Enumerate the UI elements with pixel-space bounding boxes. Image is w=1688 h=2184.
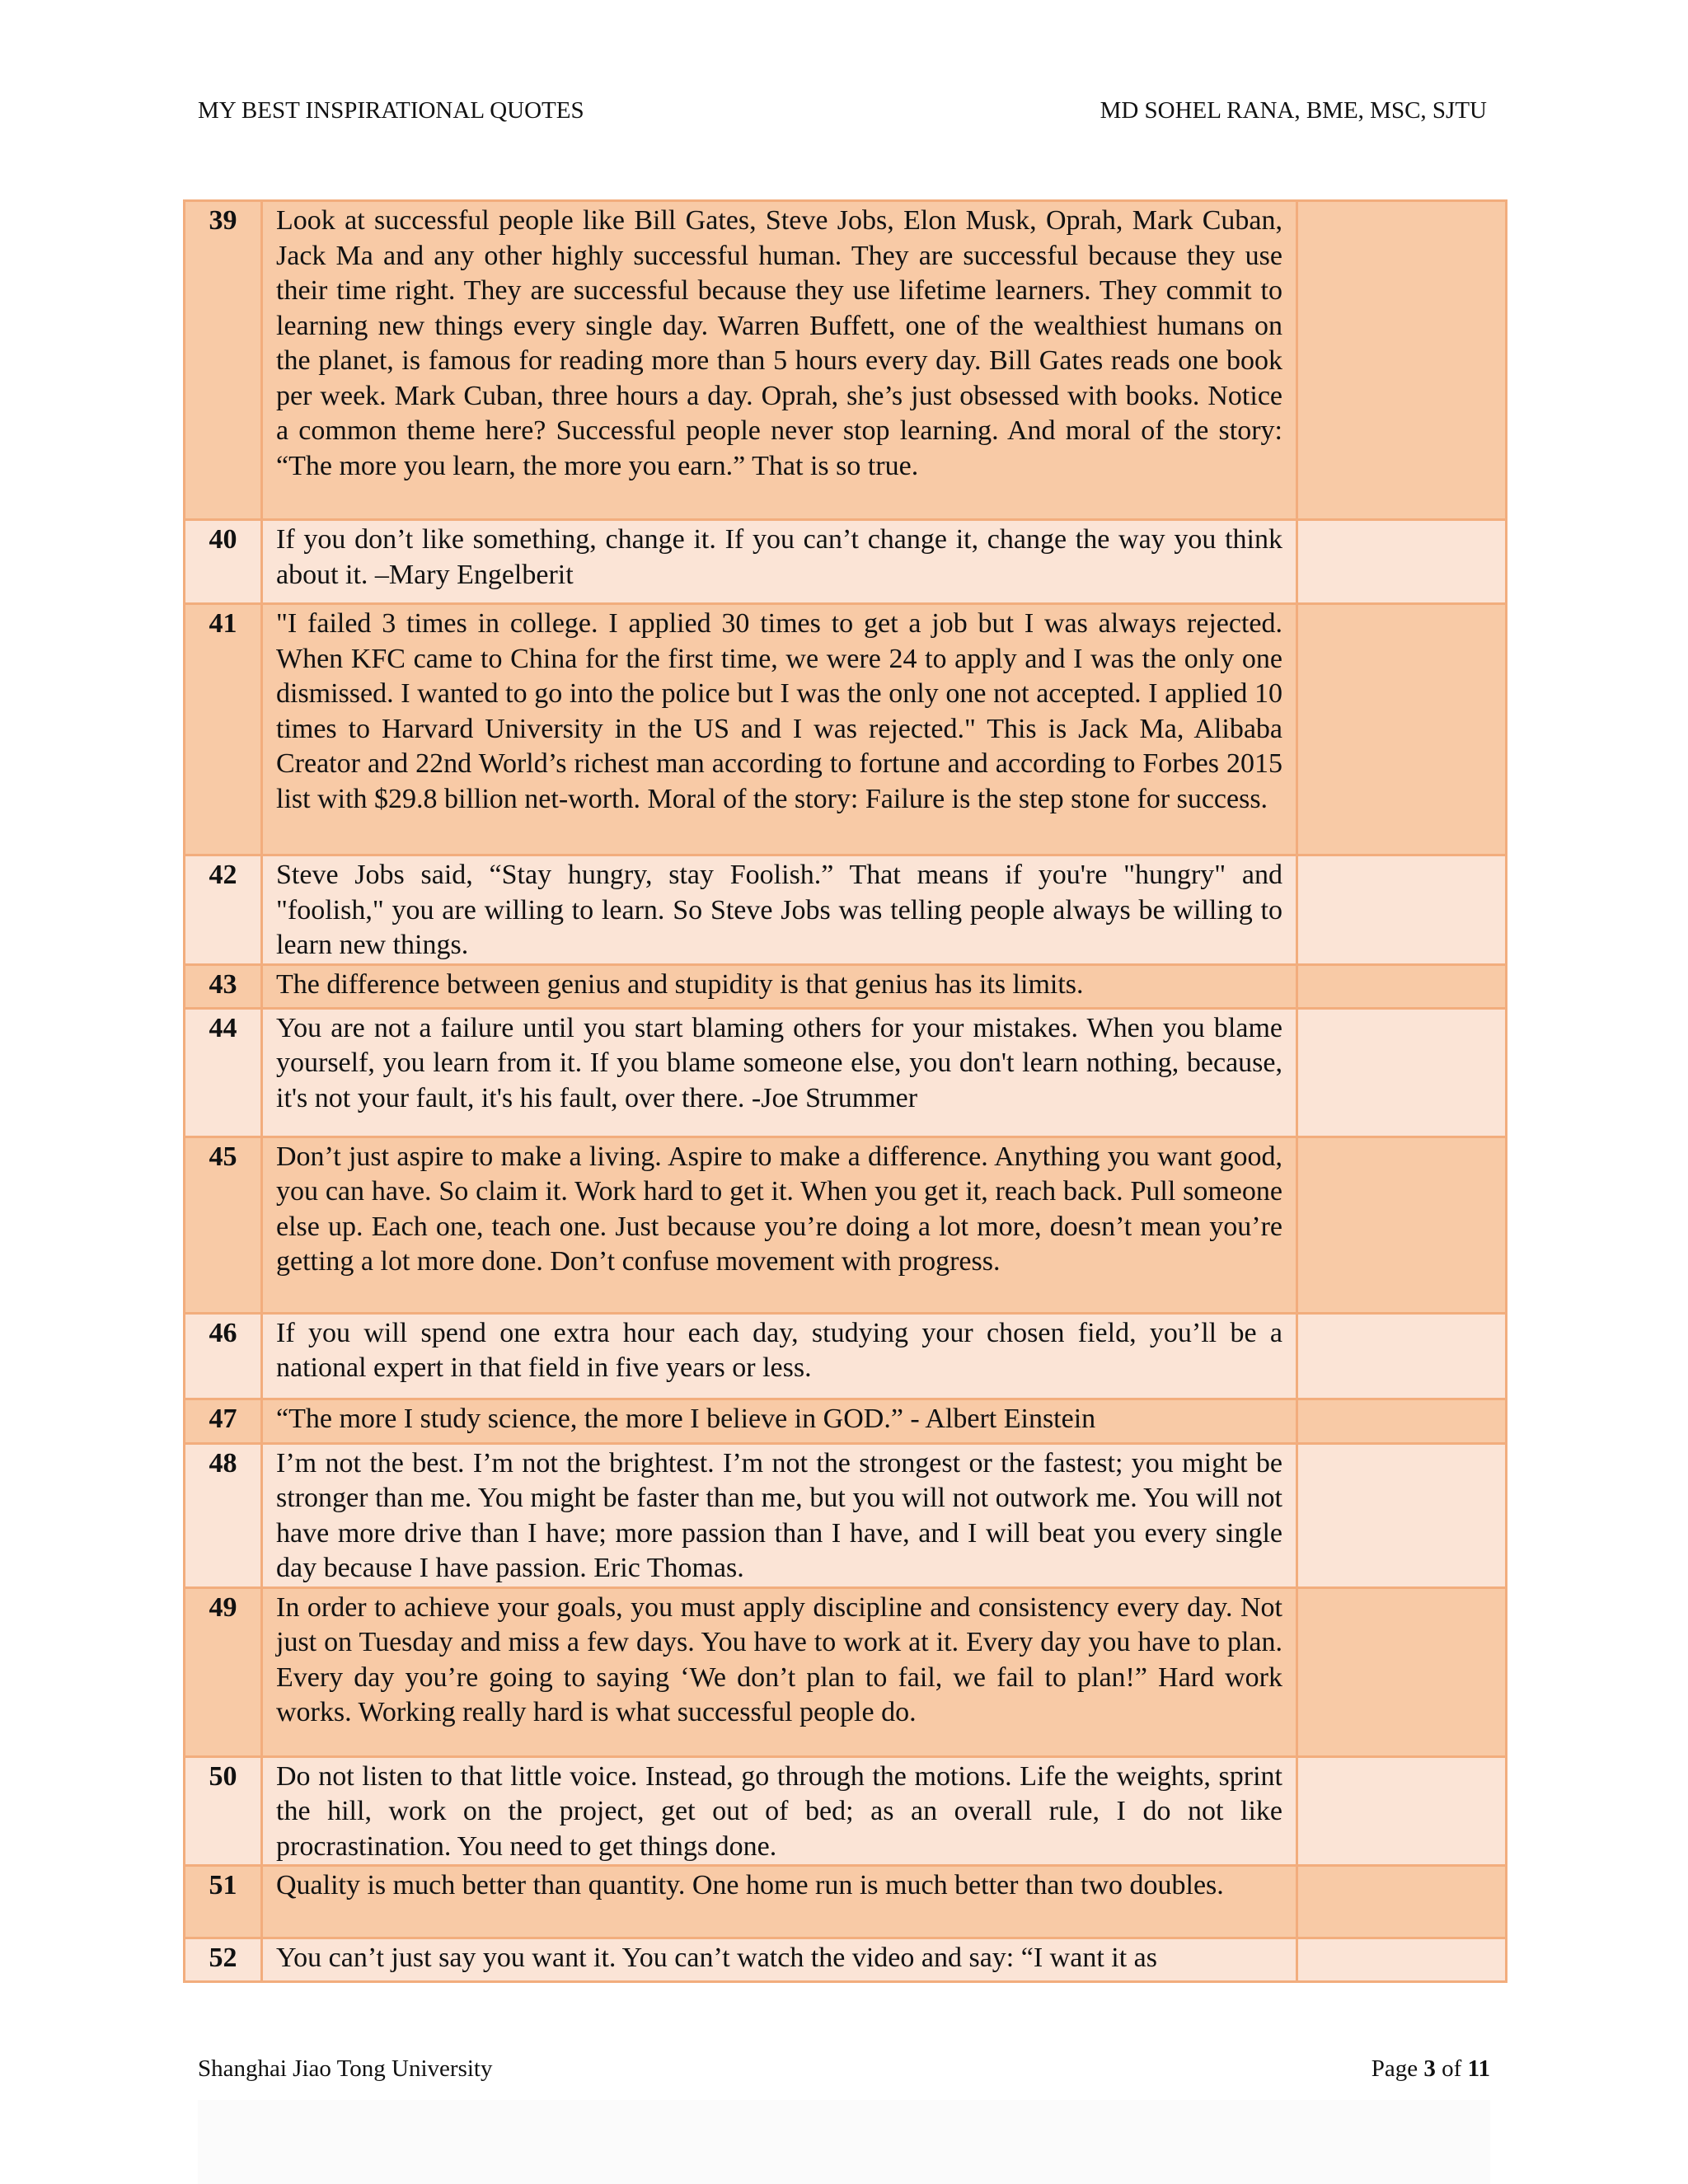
quote-text: If you don’t like something, change it. If you can’t change it, change the way you think about it. –Mary Engelberit: [262, 520, 1297, 604]
quote-number: 41: [185, 604, 262, 855]
quote-text: “The more I study science, the more I believe in GOD.” - Albert Einstein: [262, 1399, 1297, 1443]
quote-text: You are not a failure until you start blaming others for your mistakes. When you blame yourself, you learn from it. If you blame someone else, you don't learn nothing, because, it's not your fault, it's his fault, over there. -Joe Strummer: [262, 1008, 1297, 1137]
header-title: MY BEST INSPIRATIONAL QUOTES: [198, 97, 584, 124]
quote-row: [185, 1313, 1507, 1399]
quote-row: [185, 1756, 1507, 1866]
quote-row: [185, 604, 1507, 855]
header-author: MD SOHEL RANA, BME, MSC, SJTU: [1100, 97, 1487, 124]
quote-text: "I failed 3 times in college. I applied 30 times to get a job but I was always rejected. When KFC came to China for the first time, we were 24 to apply and I was the only one dismissed. I wanted to go into the police but I was the only one not accepted. I applied 10 times to Harvard University in the US and I was rejected." This is Jack Ma, Alibaba Creator and 22nd World’s richest man according to fortune and according to Forbes 2015 list with $29.8 billion net-worth. Moral of the story: Failure is the step stone for success.: [262, 604, 1297, 855]
current-page: 3: [1423, 2055, 1436, 2082]
quote-empty-cell: [1297, 1008, 1507, 1137]
quote-empty-cell: [1297, 855, 1507, 965]
quote-text: Steve Jobs said, “Stay hungry, stay Foolish.” That means if you're "hungry" and "foolish," you are willing to learn. So Steve Jobs was telling people always be willing to learn new things.: [262, 855, 1297, 965]
quote-number: 39: [185, 201, 262, 520]
page-footer: [198, 2055, 1490, 2083]
quote-number: 40: [185, 520, 262, 604]
quote-number: 48: [185, 1443, 262, 1587]
quotes-table: [183, 199, 1507, 1983]
quote-number: 50: [185, 1756, 262, 1866]
quote-row: [185, 855, 1507, 965]
quote-empty-cell: [1297, 201, 1507, 520]
quote-number: 43: [185, 964, 262, 1008]
total-pages: 11: [1467, 2055, 1490, 2082]
quote-number: 52: [185, 1938, 262, 1982]
quote-row: [185, 1938, 1507, 1982]
quote-row: [185, 1008, 1507, 1137]
quote-number: 47: [185, 1399, 262, 1443]
quote-empty-cell: [1297, 1137, 1507, 1313]
quote-text: The difference between genius and stupidity is that genius has its limits.: [262, 964, 1297, 1008]
quote-empty-cell: [1297, 964, 1507, 1008]
quote-empty-cell: [1297, 520, 1507, 604]
quote-row: [185, 1587, 1507, 1756]
quote-row: [185, 964, 1507, 1008]
quote-text: Don’t just aspire to make a living. Aspire to make a difference. Anything you want good, you can have. So claim it. Work hard to get it. When you get it, reach back. Pull someone else up. Each one, teach one. Just because you’re doing a lot more, doesn’t mean you’re getting a lot more done. Don’t confuse movement with progress.: [262, 1137, 1297, 1313]
quote-text: In order to achieve your goals, you must apply discipline and consistency every day. Not just on Tuesday and miss a few days. You have to work at it. Every day you have to plan. Every day you’re going to saying ‘We don’t plan to fail, we fail to plan!” Hard work works. Working really hard is what successful people do.: [262, 1587, 1297, 1756]
quote-empty-cell: [1297, 1938, 1507, 1982]
quote-empty-cell: [1297, 604, 1507, 855]
page-counter: [1372, 2055, 1490, 2083]
quote-row: [185, 520, 1507, 604]
quote-empty-cell: [1297, 1866, 1507, 1938]
quote-number: 45: [185, 1137, 262, 1313]
page-bottom-margin: [198, 2100, 1490, 2184]
quote-row: [185, 1443, 1507, 1587]
page-of: of: [1435, 2055, 1468, 2082]
quote-number: 49: [185, 1587, 262, 1756]
quote-text: Quality is much better than quantity. One home run is much better than two doubles.: [262, 1866, 1297, 1938]
quote-empty-cell: [1297, 1443, 1507, 1587]
quote-text: Look at successful people like Bill Gates, Steve Jobs, Elon Musk, Oprah, Mark Cuban, Jack Ma and any other highly successful human. They are successful because they use their time right. They are successful because they use lifetime learners. They commit to learning new things every single day. Warren Buffett, one of the wealthiest humans on the planet, is famous for reading more than 5 hours every day. Bill Gates reads one book per week. Mark Cuban, three hours a day. Oprah, she’s just obsessed with books. Notice a common theme here? Successful people never stop learning. And moral of the story: “The more you learn, the more you earn.” That is so true.: [262, 201, 1297, 520]
quote-row: [185, 201, 1507, 520]
quote-number: 44: [185, 1008, 262, 1137]
quote-empty-cell: [1297, 1399, 1507, 1443]
page-prefix: Page: [1371, 2055, 1424, 2082]
quote-empty-cell: [1297, 1313, 1507, 1399]
quote-row: [185, 1866, 1507, 1938]
quote-text: I’m not the best. I’m not the brightest. I’m not the strongest or the fastest; you might be stronger than me. You might be faster than me, but you will not outwork me. You will not have more drive than I have; more passion than I have, and I will beat you every single day because I have passion. Eric Thomas.: [262, 1443, 1297, 1587]
quote-text: If you will spend one extra hour each day, studying your chosen field, you’ll be a national expert in that field in five years or less.: [262, 1313, 1297, 1399]
quote-number: 51: [185, 1866, 262, 1938]
quote-empty-cell: [1297, 1587, 1507, 1756]
quote-text: You can’t just say you want it. You can’t watch the video and say: “I want it as: [262, 1938, 1297, 1982]
quote-row: [185, 1399, 1507, 1443]
quote-number: 42: [185, 855, 262, 965]
quote-empty-cell: [1297, 1756, 1507, 1866]
page-header: [198, 97, 1487, 124]
quote-text: Do not listen to that little voice. Instead, go through the motions. Life the weights, sprint the hill, work on the project, get out of bed; as an overall rule, I do not like procrastination. You need to get things done.: [262, 1756, 1297, 1866]
quote-number: 46: [185, 1313, 262, 1399]
quote-row: [185, 1137, 1507, 1313]
footer-institution: Shanghai Jiao Tong University: [198, 2055, 493, 2082]
